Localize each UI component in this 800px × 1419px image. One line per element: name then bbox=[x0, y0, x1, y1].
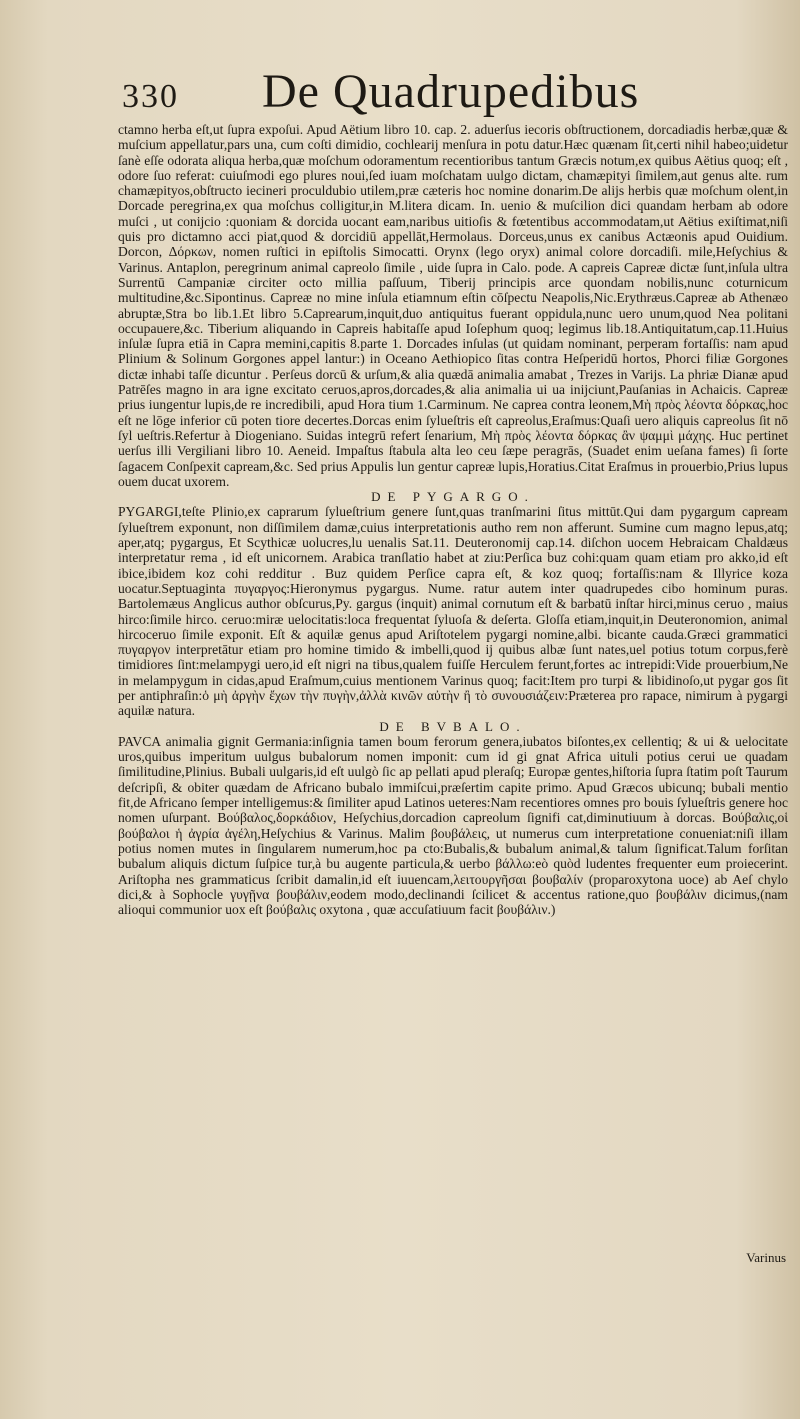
page-number: 330 bbox=[122, 78, 179, 115]
section-title-bubalo: DE BVBALO. bbox=[379, 718, 527, 734]
running-title: De Quadrupedibus bbox=[262, 65, 640, 118]
paragraph-bubalus: PAVCA animalia gignit Germania:inſignia tamen boum ferorum genera,iubatos biſontes,ex cellentiq; & ui & uelocitate uros,quibus imperitum uulgus bubalorum nomen imponit: cum id gi gnat Africa uituli potius cerui ue quadam ſimilitudine,Plinius. Bubali uulgaris,id eſt uulgò ſic ap pellati apud pleraſq; Europæ gentes,hiſtoria ſupra ſtatim poſt Taurum deſcripſi, & obiter quædam de Africano bubalo immiſcui,præſertim capite primo. Apud Græcos ubicunq; bubali mentio fit,de Africano ſemper intelligemus:& ſimiliter apud Latinos ueteres:Nam recentiores omnes pro bouis ſylueſtris genere hoc nomen uſurpant. Βούβαλος,δορκάδιον, Heſychius,dorcadion capreolum ſignifi cat,diminutiuum à dorcas. Βούβαλις,οἱ βούβαλοι ἡ ἀγρία ἀγέλη,Heſychius & Varinus. Malim βουβάλεις, ut numerus cum interpretatione conueniat:niſi illam potius nomen mutes in ſingularem numerum,hoc pa cto:Bubalis,& bubalum animal,& talum ſignificat.Talum forſitan bubalum aliquis dictum ſuſpice tur,à bu augente particula,& uerbo βάλλω:eò quòd ludentes frequenter eum proiecerint. Ariſtopha nes grammaticus ſcribit damalin,id eſt iuuencam,λειτουργῆσαι βουβαλίν (proparoxytona uoce) ab Aeſ chylo dici,& à Sophocle γυγῇνα βουβάλιν,eodem modo,declinandi ſcilicet & accentus ratione,quo βουβάλιν dicimus,(nam alioqui communior uox eſt βούβαλις oxytona , quæ accuſatiuum facit βουβάλιν.) bbox=[118, 733, 788, 918]
section-title-pygargo: DE PYGARGO. bbox=[371, 489, 535, 505]
page-header bbox=[112, 60, 740, 130]
catchword: Varinus bbox=[746, 1250, 786, 1265]
main-text bbox=[118, 122, 788, 917]
paragraph-dorcas: ctamno herba eſt,ut ſupra expoſui. Apud Aëtium libro 10. cap. 2. aduerſus iecoris obſtructionem, dorcadiadis herbæ,quæ & muſcium appellatur,pars una, cum coſti dimidio, cochlearij menſura in potu datur.Hæc quænam ſit,certi nihil habeo;uidetur ſanè eſſe odorata aliqua herba,quæ moſchum odoramentum recentioribus tantum Græcis notum,ex quibus Aëtius quoq; eſt , odore ſuo referat: cuiuſmodi ego plures noui,ſed iuam moſchatam uulgo dictam, chamæpityi ſimilem,aut genus alte. rum chamæpityos,obſtructo iecineri proculdubio utilem,præ cæteris hoc nomine donarim.De alijs herbis quæ moſchum olent,in Dorcade peregrina,ex qua moſchus colligitur,in M.litera dicam. In. uenio & muſcilion dici quandam herbam ab odore muſci , ut conijcio :quoniam & dorcida uocant eam,naribus uitioſis & fœtentibus accommodatam,ut Aëtius exiſtimat,niſi quis pro dictamno acci piat,quod & dorcidiū appellāt,Hermolaus. Dorceus,unus ex canibus Actæonis apud Ouidium. Dorcon, Δόρκων, nomen ruſtici in epiſtolis Simocatti. Orynx (lego oryx) animal colore dorcadiſi. mile,Heſychius & Varinus. Antaplon, peregrinum animal capreolo ſimile , uide ſupra in Calo. pode. A capreis Capreæ dictæ ſunt,inſula ultra Surrentū Campaniæ circiter octo millia paſſuum, Tiberij principis arce quondam nobilis,nunc coturnicum multitudine,&c.Sipontinus. Capreæ no mine inſula etiamnum eſtin cōſpectu Neapolis,Nic.Erythræus.Capreæ ab Athenæo abruptæ,Stra bo lib.1.Et libro 5.Caprearum,inquit,duo antiquitus fuerant oppidula,nunc uero unum,quod Nea politani occupauere,&c. Tiberium aliquando in Capreis habitaſſe apud Ioſephum quoq; legimus lib.18.Antiquitatum,cap.11.Huius inſulæ ſupra etiā in Capra memini,capitis 8.parte 1. Dorcades inſulas (ut quidam nominant, perperam fortaſſis: nam apud Plinium & Solinum Gorgones appel lantur:) in Oceano Aethiopico ſitas contra Heſperidū hortos, Phorci filiæ Gorgones dictæ inhabi taſſe dicuntur . Perſeus dorcū & urſum,& alia quædā animalia amabat , Trezes in Varijs. La phriæ Dianæ apud Patrēſes magno in ara igne excitato ceruos,apros,dorcades,& alia animalia ui ua inijciunt,Pauſanias in Achaicis. Capreæ prius iungentur lupis,de re incredibili, apud Hora tium 1.Carminum. Ne caprea contra leonem,Μὴ πρὸς λέοντα δόρκας,hoc eſt ne lōge inferior cū poten tiore decertes.Dorcas enim ſylueſtris eſt capreolus,Eraſmus:Quaſi uero aliquis capreolus ſit nō ſyl ueſtris.Refertur à Diogeniano. Suidas integrū refert ſenarium, Μὴ πρὸς λέοντα δόρκας ἂν ψαμμὶ μάχης. Huc pertinet uerſus illi Vergiliani libro 10. Aeneid. Impaſtus ſtabula alta leo ceu ſæpe peragrās, (Suadet enim ueſana fames) ſi ſorte ſagacem Conſpexit capream,&c. Sed prius Appulis lun gentur capreæ lupis,Horatius.Citat Eraſmus in prouerbio,Prius lupus ouem ducat uxorem. bbox=[118, 122, 788, 489]
paragraph-pygargus: PYGARGI,teſte Plinio,ex caprarum ſylueſtrium genere ſunt,quas tranſmarini ſitus mittūt.Qui dam pygargum capream ſylueſtrem exponunt, non diſſimilem damæ,cuius interpretationis autho rem non afferunt. Sumine cum magno lepus,atq; aper,atq; pygargus, Et Scythicæ uolucres,lu uenalis Sat.11. Deuteronomij cap.14. diſchon uocem Hebraicam Chaldæus interpretatur rema , id eſt unicornem. Arabica tranſlatio habet at ziu:Perſica buz cohi:quam quam etiam pro akko,id eſt ibice,ibidem koz cohi redditur . Buz quidem Perſice capra eſt, & koz quoq; fortaſſis:nam & Illyrice koza uocatur.Septuaginta πυγαργος:Hieronymus pygargus. Nume. ratur autem inter quadrupedes cibo hominum puras. Bartolemæus Anglicus author obſcurus,Py. gargus (inquit) animal cornutum eſt & barbatū inſtar hirci,minus ceruo , maius hirco:ſimile hirco. ceruo:miræ uelocitatis:loca frequentat ſyluoſa & deſerta. Gloſſa etiam,inquit,in Deuteronomion, animal hircoceruo ſimile exponit. Eſt & aquilæ genus apud Ariſtotelem pygargi nomine,albi. bicante cauda.Græci grammatici πυγαργον interpretātur etiam pro homine timido & imbelli,quod ij quibus albæ ſunt nates,uel potius totum corpus,ferè timidiores ſint:melampygi uero,id eſt nigri na tibus,qualem fuiſſe Herculem ferunt,fortes ac intrepidi:Vide prouerbium,Ne in melampygum in cidas,apud Eraſmum,cuius mentionem Varinus quoq; facit:Item pro turpi & libidinoſo,ut pygar gos ſit per antiphraſin:ὁ μὴ ἀργὴν ἔχων τὴν πυγὴν,ἀλλὰ κινῶν αὐτὴν ἢ τὸ συνουσιάζειν:Præterea pro rapace, nimirum à pygargi aquilæ natura. bbox=[118, 504, 788, 719]
